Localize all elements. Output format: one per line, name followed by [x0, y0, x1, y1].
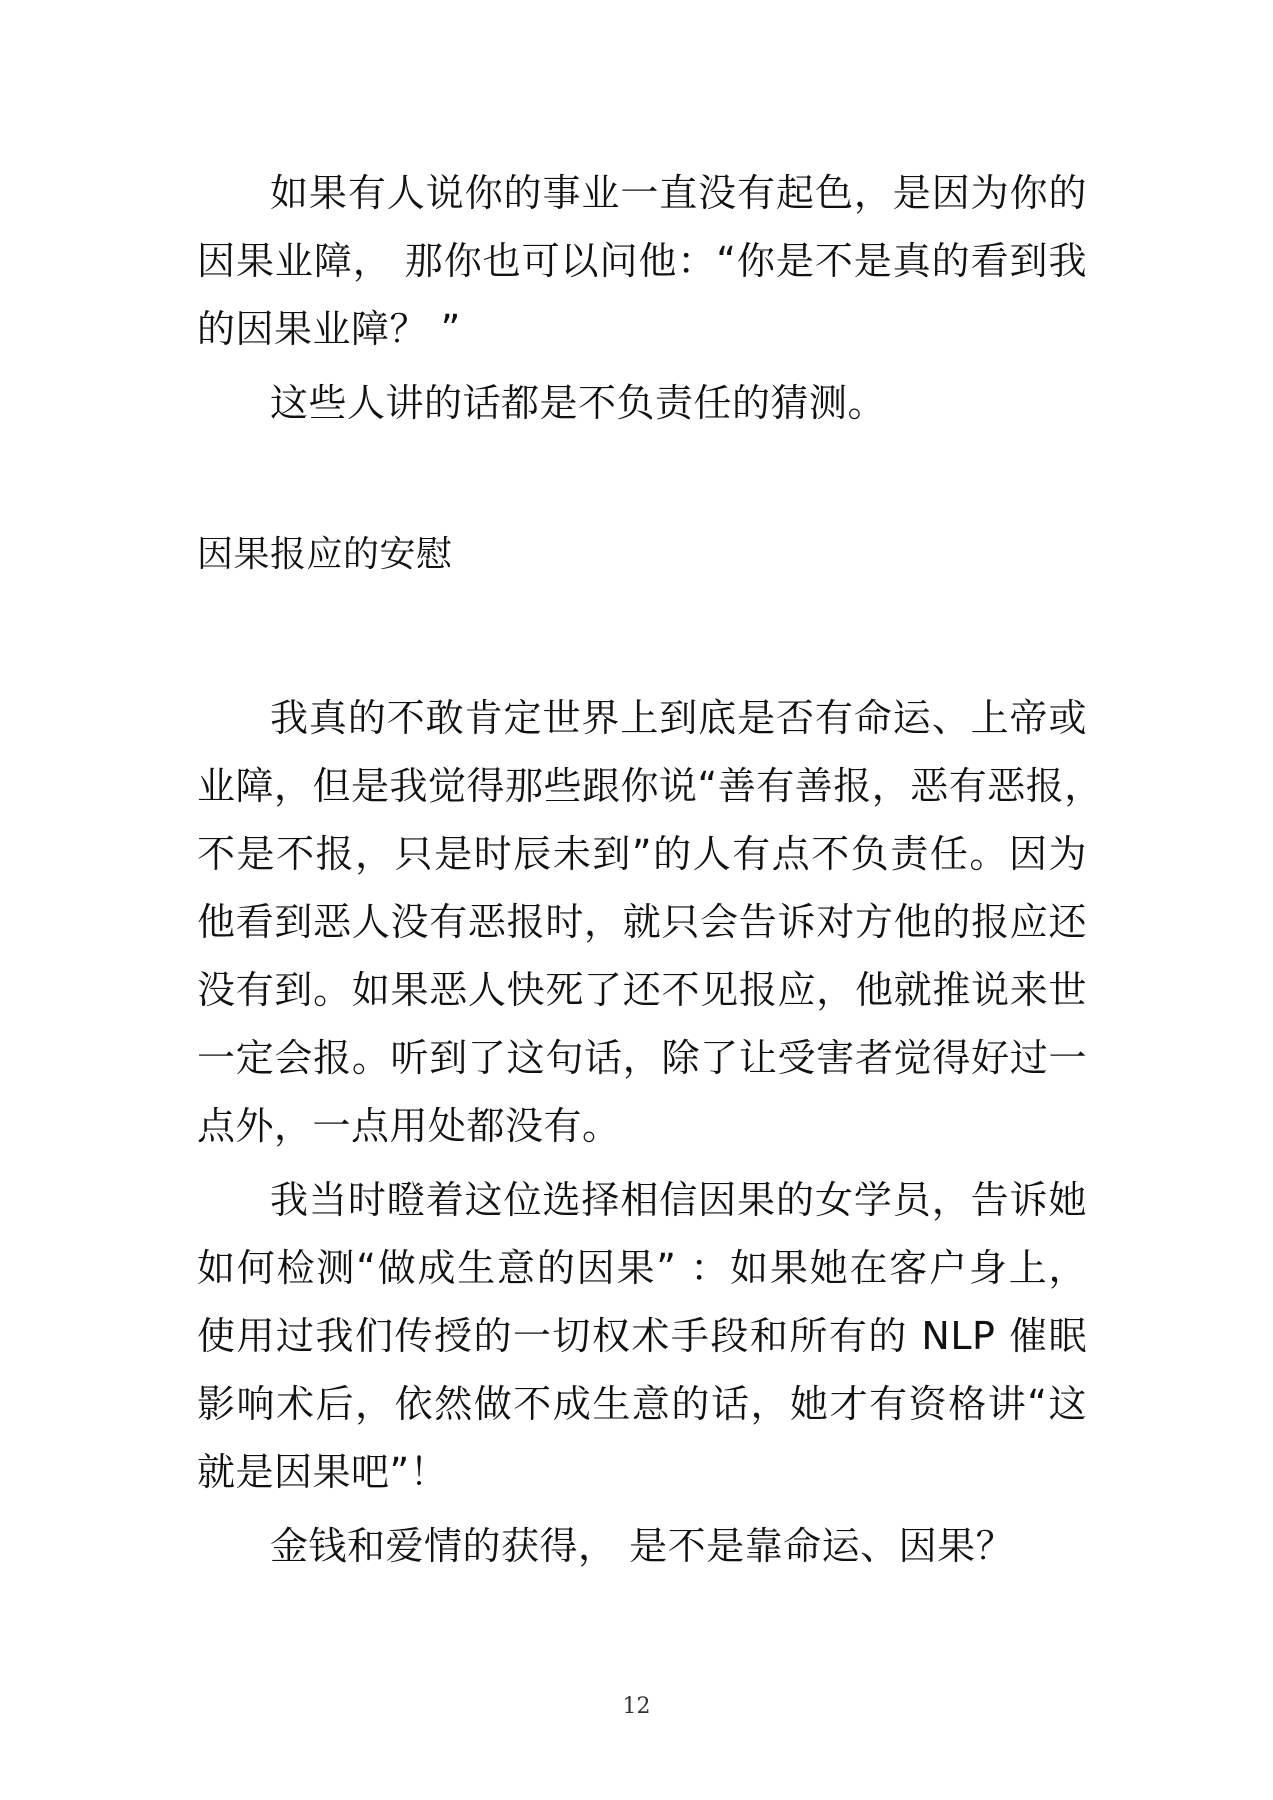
paragraph-3-line-4: 他看到恶人没有恶报时，就只会告诉对方他的报应还 [197, 900, 1087, 944]
paragraph-3-line-3: 不是不报，只是时辰未到”的人有点不负责任。因为 [197, 832, 1087, 876]
paragraph-3-line-1: 我真的不敢肯定世界上到底是否有命运、上帝或 [270, 696, 1087, 740]
section-heading: 因果报应的安慰 [197, 534, 453, 575]
paragraph-2-line-1: 这些人讲的话都是不负责任的猜测。 [270, 381, 887, 425]
paragraph-4-line-3: 使用过我们传授的一切权术手段和所有的 NLP 催眠 [197, 1314, 1087, 1358]
paragraph-3-line-2: 业障，但是我觉得那些跟你说“善有善报，恶有恶报， [197, 764, 1103, 808]
paragraph-1-line-2: 因果业障， 那你也可以问他：“你是不是真的看到我 [197, 239, 1087, 283]
paragraph-4-line-5: 就是因果吧”！ [197, 1450, 449, 1494]
paragraph-1-line-1: 如果有人说你的事业一直没有起色，是因为你的 [270, 171, 1087, 215]
paragraph-3-line-7: 点外，一点用处都没有。 [197, 1104, 621, 1148]
paragraph-4-line-1: 我当时瞪着这位选择相信因果的女学员，告诉她 [270, 1178, 1087, 1222]
paragraph-3-line-6: 一定会报。听到了这句话，除了让受害者觉得好过一 [197, 1036, 1087, 1080]
paragraph-4-line-2: 如何检测“做成生意的因果” ：如果她在客户身上， [197, 1246, 1087, 1290]
paragraph-1-line-3: 的因果业障？ ” [197, 307, 461, 351]
paragraph-4-line-4: 影响术后，依然做不成生意的话，她才有资格讲“这 [197, 1382, 1087, 1426]
paragraph-5-line-1: 金钱和爱情的获得， 是不是靠命运、因果？ [270, 1524, 1015, 1568]
paragraph-3-line-5: 没有到。如果恶人快死了还不见报应，他就推说来世 [197, 968, 1087, 1012]
page-number: 12 [622, 1694, 651, 1719]
